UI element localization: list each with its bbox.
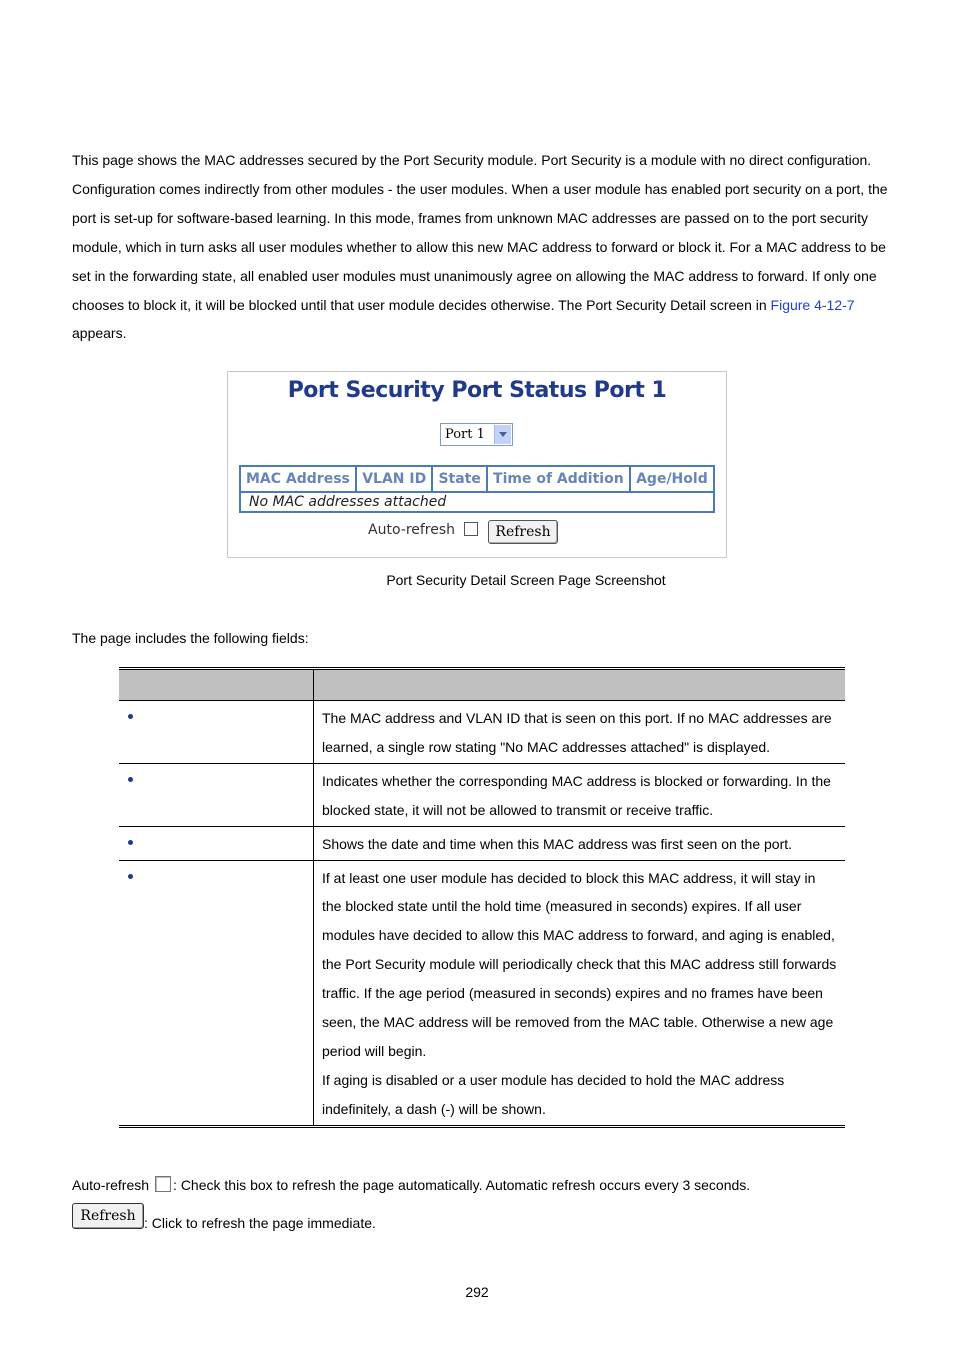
port-select[interactable] [440,423,513,446]
description-cell: The MAC address and VLAN ID that is seen on this port. If no MAC addresses are learned, a single row stating "No MAC addresses attached" is displayed. [314,701,846,764]
auto-refresh-help-label: Auto-refresh [72,1177,150,1193]
port-select-value: Port 1 [445,427,485,442]
object-cell [119,763,314,826]
table-row [119,763,845,826]
fields-table [119,667,845,1128]
header-description [314,669,846,701]
description-cell [314,860,846,1126]
bullet-icon [128,777,133,782]
figure-link[interactable]: Figure 4-12-7 [770,296,855,313]
auto-refresh-label: Auto-refresh [368,522,456,538]
bullet-icon [128,840,133,845]
screenshot-title: Port Security Port Status Port 1 [287,378,667,403]
refresh-help-desc: : Click to refresh the page immediate. [144,1215,376,1231]
refresh-button[interactable]: Refresh [488,520,558,544]
intro-paragraph [72,146,892,348]
header-object [119,669,314,701]
screenshot-figure [227,371,727,558]
object-cell [119,701,314,764]
header-age-hold: Age/Hold [630,466,714,492]
table-row [119,701,845,764]
auto-refresh-checkbox[interactable] [464,522,478,536]
header-time-of-addition: Time of Addition [487,466,630,492]
mac-address-table [239,465,715,513]
table-row [119,826,845,860]
object-cell [119,860,314,1126]
description-paragraph: If at least one user module has decided to block this MAC address, it will stay in the blocked state until the hold time (measured in seconds) expires. If all user modules have decided to allow this MAC address to forward, and aging is enabled, the Port Security module will periodically check that this MAC address still forwards traffic. If the age period (measured in seconds) expires and no frames have been seen, the MAC address will be removed from the MAC table. Otherwise a new age period will begin. [322,869,837,1059]
auto-refresh-help [72,1176,750,1193]
empty-message: No MAC addresses attached [240,492,714,512]
refresh-help-button[interactable]: Refresh [72,1203,144,1229]
bullet-icon [128,874,133,879]
auto-refresh-help-desc: : Check this box to refresh the page automatically. Automatic refresh occurs every 3 seconds. [173,1177,751,1193]
intro-text-end: appears. [72,325,127,342]
figure-caption: Port Security Detail Screen Page Screenshot [386,572,666,588]
header-state: State [432,466,487,492]
header-vlan-id: VLAN ID [356,466,432,492]
table-row [119,860,845,1126]
intro-text: This page shows the MAC addresses secured by the Port Security module. Port Security is a module with no direct configuration. Configuration comes indirectly from other modules - the user modules. When a user module has enabled port security on a port, the port is set-up for software-based learning. In this mode, frames from unknown MAC addresses are passed on to the port security module, which in turn asks all user modules whether to allow this new MAC address to forward or block it. For a MAC address to be set in the forwarding state, all enabled user modules must unanimously agree on allowing the MAC address to forward. If only one chooses to block it, it will be blocked until that user module decides otherwise. The Port Security Detail screen in [72,152,888,313]
description-cell: Indicates whether the corresponding MAC address is blocked or forwarding. In the blocked state, it will not be allowed to transmit or receive traffic. [314,763,846,826]
auto-refresh-help-checkbox[interactable] [155,1176,171,1192]
description-cell: Shows the date and time when this MAC address was first seen on the port. [314,826,846,860]
bullet-icon [128,714,133,719]
header-mac-address: MAC Address [240,466,356,492]
object-cell [119,826,314,860]
fields-table-header [119,669,845,701]
description-paragraph-2: If aging is disabled or a user module has decided to hold the MAC address indefinitely, a dash (-) will be shown. [322,1071,785,1117]
chevron-down-icon[interactable] [494,425,511,444]
page-number: 292 [465,1284,489,1300]
fields-intro: The page includes the following fields: [72,630,309,646]
